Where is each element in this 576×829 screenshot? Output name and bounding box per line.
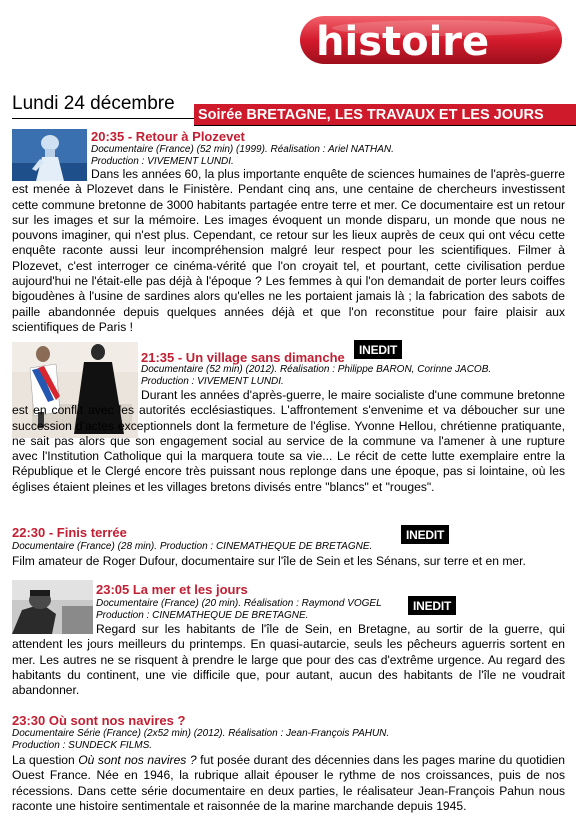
program-3-meta: Documentaire (France) (28 min). Production : CINEMATHEQUE DE BRETAGNE.: [12, 541, 373, 552]
header: [0, 0, 576, 78]
program-2-title: 21:35 - Un village sans dimanche: [141, 350, 345, 365]
program-5-meta: Documentaire Série (France) (2x52 min) (2012). Réalisation : Jean-François PAHUN. Production : SUNDECK FILMS.: [12, 728, 390, 751]
page-date: Lundi 24 décembre: [12, 93, 175, 114]
program-1-meta: Documentaire (France) (52 min) (1999). Réalisation : Ariel NATHAN. Production : VIVEMENT LUNDI.: [91, 144, 394, 167]
inedit-badge: INEDIT: [354, 340, 402, 359]
soiree-banner: Soirée BRETAGNE, LES TRAVAUX ET LES JOURS: [194, 104, 576, 126]
program-1-title: 20:35 - Retour à Plozevet: [91, 129, 245, 144]
date-rule: [12, 118, 194, 119]
program-4-description: Regard sur les habitants de l'île de Sein, en Bretagne, au sortir de la guerre, qui attendent les jours meilleurs du printemps. En quasi-autarcie, seuls les pêcheurs aguerris sortent en mer. Les autres ne se risquent à prendre le large que pour des cas d'extrême urgence. Au regard des habitants du continent, une vie difficile que, pour autant, aucun des habitants de l'île ne voudrait abandonner.: [12, 622, 565, 698]
program-3-description: Film amateur de Roger Dufour, documentaire sur l'île de Sein et les Sénans, sur terre et en mer.: [12, 554, 526, 568]
inedit-badge: INEDIT: [408, 596, 456, 615]
program-2-meta: Documentaire (52 min) (2012). Réalisation : Philippe BARON, Corinne JACOB. Production : VIVEMENT LUNDI.: [141, 364, 492, 387]
program-5-title: 23:30 Où sont nos navires ?: [12, 713, 186, 728]
program-3-title: 22:30 - Finis terrée: [12, 525, 127, 540]
program-1-description: Dans les années 60, la plus importante enquête de sciences humaines de l'après-guerre est menée à Plozevet dans le Finistère. Pendant cinq ans, une centaine de chercheurs investissent cette commune bretonne de 3000 habitants partagée entre terre et mer. Ce documentaire est un retour sur les images et sur la mémoire. Les images évoquent un monde disparu, un monde que nous ne pouvons imaginer, qui n'est plus. Cependant, ce retour sur les lieux auprès de ceux qui ont vécu cette enquête raconte aussi leur incompréhension malgré leur respect pour les scientifiques. Filmer à Plozevet, c'est interroger ce cinéma-vérité que l'on croyait tel, et pourtant, cette civilisation perdue aujourd'hui ne l'était-elle pas déjà à l'époque ? Les femmes à qui l'on demandait de porter leurs coiffes bigoudènes à l'usine de sardines alors qu'elles ne les portaient jamais là ; la fabrication des sabots de paille abandonnée depuis quelques années déjà et que l'on reconstitue pour faire plaisir aux scientifiques de Paris !: [12, 167, 565, 334]
program-5-description: La question Où sont nos navires ? fut posée durant des décennies dans les pages marine du quotidien Ouest France. Née en 1946, la rubrique allait épouser le rythme de nos croissances, puis de nos récessions. Dans cette série documentaire en deux parties, le réalisateur Jean-François Pahun nous raconte une histoire sentimentale et raisonnée de la marine marchande depuis 1945.: [12, 753, 565, 813]
program-2-description: Durant les années d'après-guerre, le maire socialiste d'une commune bretonne est en conflit avec les autorités ecclésiastiques. L'affrontement s'envenime et va déboucher sur une succession d'actes exceptionnels dont la fermeture de l'église. Yvonne Hellou, chrétienne pratiquante, ne sait pas alors que son engagement social au service de la commune va l'amener à une rupture avec l'Institution Catholique qui la marquera toute sa vie... Le récit de cette lutte exemplaire entre la République et le Clergé encore très puissant nous replonge dans une époque, pas si lointaine, où les églises étaient pleines et les villages bretons divisés entre "blancs" et "rouges".: [12, 388, 565, 494]
svg-text:histoire: histoire: [316, 19, 490, 65]
inedit-badge: INEDIT: [401, 525, 449, 544]
program-4-meta: Documentaire (France) (20 min). Réalisation : Raymond VOGEL Production : CINEMATHEQUE DE BRETAGNE.: [96, 598, 382, 621]
histoire-logo: [294, 8, 566, 70]
program-4-title: 23:05 La mer et les jours: [96, 582, 248, 597]
